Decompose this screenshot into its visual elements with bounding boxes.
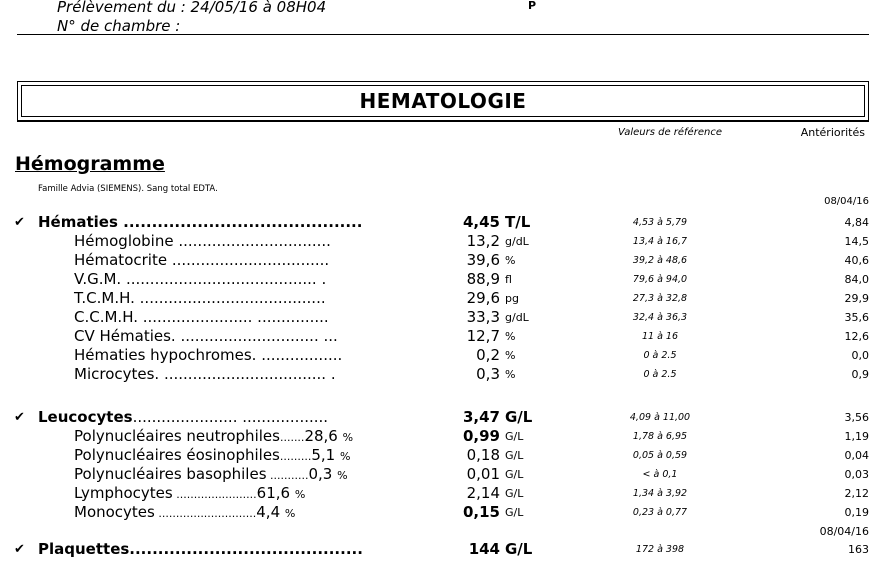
percent-unit: % (342, 431, 354, 444)
table-row (0, 484, 885, 503)
parameter-value: 2,14 (466, 484, 500, 502)
parameter-unit: g/dL (505, 311, 529, 324)
sample-date: Prélèvement du : 24/05/16 à 08H04 (57, 0, 327, 16)
parameter-label (74, 427, 353, 447)
parameter-anteriority: 0,0 (851, 349, 869, 362)
table-row (0, 503, 885, 522)
hematies-label: Hématies .......................................... (38, 213, 363, 231)
parameter-value: 0,3 (476, 365, 500, 383)
leucocytes-label (38, 408, 328, 427)
parameter-value: 13,2 (466, 232, 500, 250)
p-mark: P (528, 0, 537, 12)
parameter-label (74, 484, 305, 504)
parameter-ref: < à 0,1 (642, 469, 678, 480)
leader-dots: ...................... .................. (132, 408, 329, 426)
percent-unit: % (294, 488, 306, 501)
parameter-value: 0,01 (466, 465, 500, 483)
percent-unit: % (337, 469, 348, 482)
parameter-anteriority: 14,5 (844, 235, 869, 248)
parameter-ref: 0,05 à 0,59 (632, 450, 688, 461)
table-row (0, 251, 885, 270)
parameter-label (74, 446, 350, 466)
parameter-anteriority: 35,6 (844, 311, 869, 324)
table-row (0, 213, 885, 232)
parameter-value: 39,6 (466, 251, 500, 269)
leader-dots: ......... (279, 450, 312, 463)
table-row (0, 232, 885, 251)
table-row (0, 540, 885, 559)
parameter-anteriority: 0,03 (844, 468, 869, 481)
reference-values-header: Valeurs de référence (618, 127, 722, 138)
parameter-anteriority: 84,0 (844, 273, 869, 286)
table-row (0, 308, 885, 327)
percent-unit: % (284, 507, 296, 520)
parameter-ref: 0 à 2.5 (643, 350, 677, 361)
plaquettes-value: 144 (468, 540, 500, 558)
parameter-label: C.C.M.H. ....................... ............... (74, 308, 329, 326)
parameter-ref: 79,6 à 94,0 (632, 274, 688, 285)
leader-dots: ....................... (172, 488, 257, 501)
parameter-label: Hémoglobine ................................ (74, 232, 331, 250)
section-title-box (17, 81, 869, 121)
parameter-label (74, 465, 348, 485)
table-row (0, 408, 885, 427)
parameter-label: Hématies hypochromes. ................. (74, 346, 343, 364)
leader-dots: ....... (279, 431, 305, 444)
parameter-unit: fl (505, 273, 512, 286)
parameter-ref: 1,78 à 6,95 (632, 431, 688, 442)
hematies-unit: T/L (505, 213, 531, 231)
parameter-anteriority: 0,04 (844, 449, 869, 462)
parameter-percent: 5,1 (311, 446, 336, 464)
anteriority-date: 08/04/16 (819, 525, 869, 538)
table-row (0, 465, 885, 484)
check-icon: ✔ (14, 215, 25, 230)
table-row (0, 427, 885, 446)
plaquettes-unit: G/L (505, 540, 533, 558)
parameter-unit: G/L (505, 487, 524, 500)
parameter-value: 0,18 (466, 446, 500, 464)
parameter-percent: 4,4 (256, 503, 281, 521)
parameter-unit: G/L (505, 449, 524, 462)
parameter-ref: 27,3 à 32,8 (632, 293, 688, 304)
parameter-anteriority: 0,9 (851, 368, 869, 381)
parameter-label (74, 503, 295, 523)
parameter-value: 33,3 (466, 308, 500, 326)
parameter-ref: 11 à 16 (641, 331, 679, 342)
parameter-ref: 1,34 à 3,92 (632, 488, 688, 499)
parameter-anteriority: 29,9 (844, 292, 869, 305)
parameter-label: Microcytes. .................................. . (74, 365, 336, 383)
table-row (0, 327, 885, 346)
leucocytes-ref: 4,09 à 11,00 (629, 412, 691, 423)
parameter-label-text: Lymphocytes (74, 484, 173, 502)
parameter-unit: G/L (505, 468, 524, 481)
parameter-unit: G/L (505, 506, 524, 519)
leucocytes-anteriority: 3,56 (844, 411, 869, 424)
leader-dots: ............................ (154, 507, 257, 520)
hematies-anteriority: 4,84 (844, 216, 869, 229)
leucocytes-unit: G/L (505, 408, 533, 426)
parameter-label-text: Polynucléaires basophiles (74, 465, 267, 483)
parameter-value: 12,7 (466, 327, 500, 345)
parameter-ref: 0 à 2.5 (643, 369, 677, 380)
parameter-label: CV Hématies. ............................. ... (74, 327, 338, 345)
room-number: N° de chambre : (57, 17, 181, 35)
parameter-unit: % (505, 254, 516, 267)
parameter-unit: G/L (505, 430, 524, 443)
parameter-unit: % (505, 330, 516, 343)
anteriority-date: 08/04/16 (824, 196, 869, 207)
table-row (0, 270, 885, 289)
hematies-ref: 4,53 à 5,79 (632, 217, 688, 228)
parameter-percent: 0,3 (308, 465, 333, 483)
check-icon: ✔ (14, 410, 25, 425)
leader-dots: ........... (266, 469, 309, 482)
parameter-ref: 32,4 à 36,3 (632, 312, 688, 323)
parameter-percent: 61,6 (256, 484, 291, 502)
parameter-anteriority: 1,19 (844, 430, 869, 443)
parameter-unit: % (505, 349, 516, 362)
parameter-unit: pg (505, 292, 519, 305)
hematies-value: 4,45 (462, 213, 500, 231)
parameter-anteriority: 0,19 (844, 506, 869, 519)
parameter-ref: 13,4 à 16,7 (632, 236, 688, 247)
plaquettes-anteriority: 163 (848, 543, 869, 556)
parameter-value: 0,2 (476, 346, 500, 364)
table-row (0, 289, 885, 308)
parameter-unit: % (505, 368, 516, 381)
table-row (0, 365, 885, 384)
plaquettes-ref: 172 à 398 (635, 544, 685, 555)
parameter-unit: g/dL (505, 235, 529, 248)
header-rule (17, 34, 869, 35)
parameter-anteriority: 40,6 (844, 254, 869, 267)
parameter-label: V.G.M. ........................................ . (74, 270, 327, 288)
section-title: Hémogramme (15, 153, 165, 175)
parameter-percent: 28,6 (304, 427, 338, 445)
parameter-ref: 0,23 à 0,77 (632, 507, 688, 518)
parameter-value: 0,99 (462, 427, 500, 445)
parameter-label: Hématocrite ................................. (74, 251, 330, 269)
leucocytes-label-text: Leucocytes (38, 408, 133, 426)
title-rule (17, 121, 869, 122)
parameter-ref: 39,2 à 48,6 (632, 255, 688, 266)
percent-unit: % (340, 450, 351, 463)
parameter-label-text: Polynucléaires éosinophiles (74, 446, 280, 464)
check-icon: ✔ (14, 542, 25, 557)
table-row (0, 446, 885, 465)
parameter-anteriority: 12,6 (844, 330, 869, 343)
anteriorities-header: Antériorités (800, 126, 865, 139)
parameter-value: 0,15 (462, 503, 500, 521)
leucocytes-value: 3,47 (462, 408, 500, 426)
table-row (0, 346, 885, 365)
section-note: Famille Advia (SIEMENS). Sang total EDTA. (38, 184, 218, 194)
parameter-anteriority: 2,12 (844, 487, 869, 500)
parameter-label-text: Polynucléaires neutrophiles (74, 427, 280, 445)
plaquettes-label: Plaquettes......................................... (38, 540, 363, 558)
page-title: HEMATOLOGIE (359, 89, 527, 113)
parameter-label: T.C.M.H. ....................................... (74, 289, 326, 307)
parameter-value: 88,9 (466, 270, 500, 288)
parameter-value: 29,6 (466, 289, 500, 307)
parameter-label-text: Monocytes (74, 503, 155, 521)
